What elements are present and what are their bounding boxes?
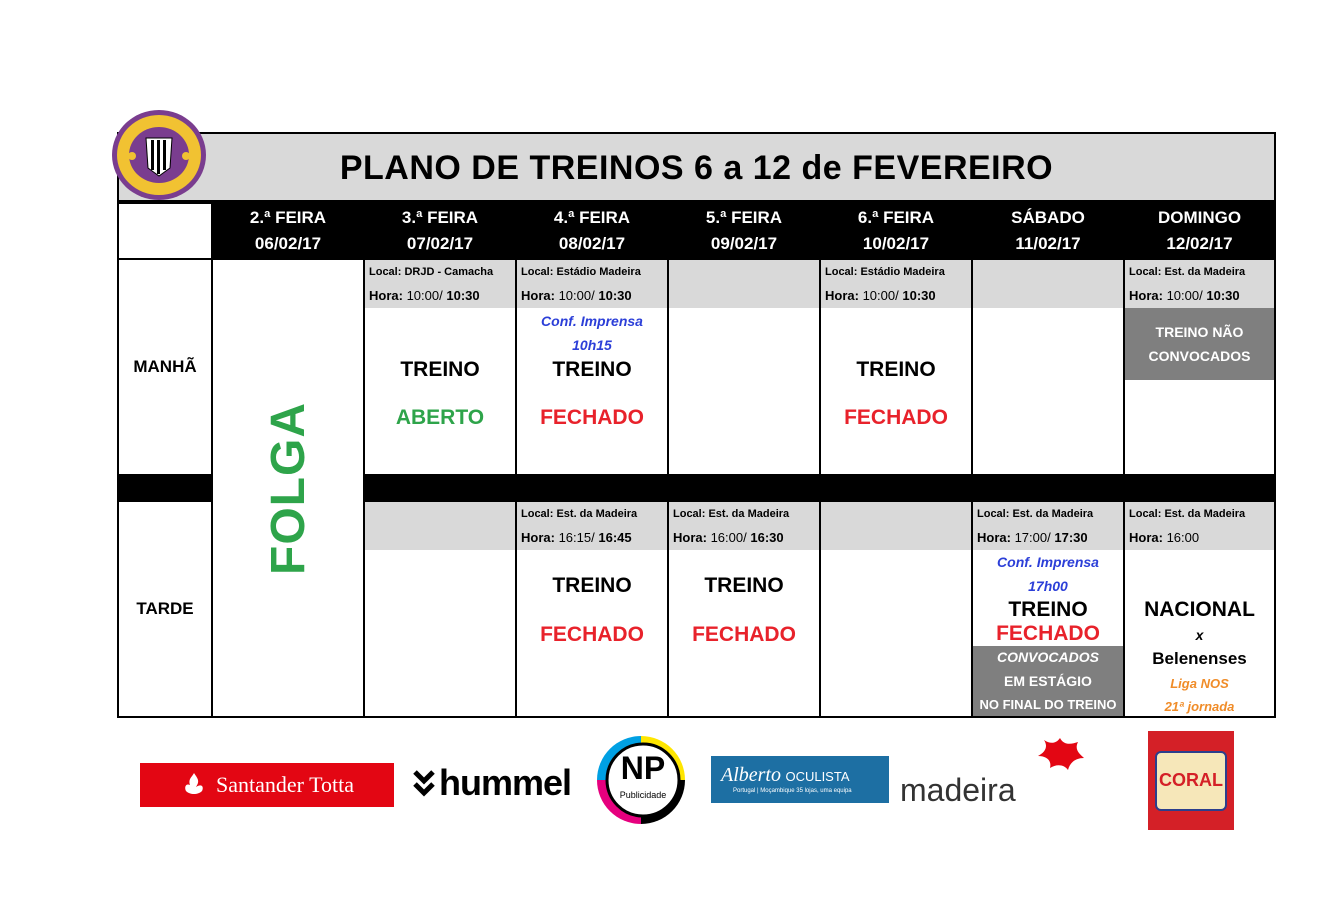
madeira-flower-icon	[1034, 736, 1086, 774]
press-conference-time: 10h15	[572, 337, 612, 353]
santander-name: Santander Totta	[216, 772, 354, 797]
sponsor-coral	[1148, 731, 1234, 830]
day-date: 06/02/17	[254, 234, 322, 253]
day-name: 5.ª FEIRA	[705, 208, 783, 227]
day-header-mon	[213, 204, 363, 258]
day-header-sat	[973, 204, 1123, 258]
sponsor-santander	[140, 763, 394, 807]
non-called-band	[1125, 308, 1274, 380]
band-line: EM ESTÁGIO	[1004, 673, 1092, 689]
time-end: 16:30	[750, 530, 784, 545]
time-start: 16:00/	[710, 530, 747, 545]
band-line: CONVOCADOS	[1148, 348, 1251, 364]
band-line: TREINO NÃO	[1155, 324, 1244, 340]
sponsor-hummel	[412, 760, 572, 806]
coral-name: CORAL	[1159, 770, 1223, 790]
day-name: 2.ª FEIRA	[249, 208, 327, 227]
time-prefix: Hora:	[825, 288, 859, 303]
location-label: Local: Est. da Madeira	[673, 508, 790, 520]
press-conference: Conf. Imprensa	[541, 313, 643, 329]
np-subtitle: Publicidade	[619, 790, 667, 800]
time-start: 10:00/	[558, 288, 595, 303]
press-conference-time: 17h00	[1028, 578, 1068, 594]
time-start: 16:15/	[558, 530, 595, 545]
time-start: 10:00/	[1166, 288, 1203, 303]
time-prefix: Hora:	[1129, 288, 1163, 303]
day-date: 10/02/17	[862, 234, 930, 253]
time-start: 10:00/	[862, 288, 899, 303]
grid-line	[119, 474, 211, 476]
time-end: 10:30	[446, 288, 480, 303]
location-label: Local: Est. da Madeira	[1129, 266, 1246, 278]
time-label	[517, 284, 667, 308]
day-date: 11/02/17	[1015, 234, 1081, 253]
session-status: FECHADO	[692, 623, 796, 646]
session-type: TREINO	[400, 358, 480, 381]
band-line: CONVOCADOS	[997, 649, 1099, 665]
sponsor-alberto	[711, 756, 889, 803]
period-afternoon-label: TARDE	[136, 599, 194, 618]
location-label: Local: Estádio Madeira	[521, 266, 641, 278]
day-date: 07/02/17	[406, 234, 474, 253]
grid-line	[119, 202, 1274, 204]
competition-label: Liga NOS	[1170, 675, 1229, 691]
sponsor-madeira	[900, 736, 1090, 810]
home-team: NACIONAL	[1144, 598, 1255, 621]
rest-day-cell	[213, 260, 363, 716]
santander-flame-icon	[180, 771, 208, 799]
time-end: 10:30	[598, 288, 632, 303]
day-header-sun	[1125, 204, 1274, 258]
location-label: Local: Est. da Madeira	[977, 508, 1094, 520]
time-label	[1125, 526, 1274, 550]
time-prefix: Hora:	[521, 530, 555, 545]
time-label	[973, 526, 1123, 550]
session-type: TREINO	[552, 358, 632, 381]
page-title: PLANO DE TREINOS 6 a 12 de FEVEREIRO	[339, 148, 1054, 187]
sponsor-np	[586, 734, 696, 826]
time-start: 10:00/	[406, 288, 443, 303]
header-corner	[119, 204, 211, 258]
session-status: FECHADO	[996, 622, 1100, 645]
separator-left	[119, 476, 211, 500]
day-header-thu	[669, 204, 819, 258]
day-name: SÁBADO	[1011, 208, 1085, 227]
location-label: Local: Estádio Madeira	[825, 266, 945, 278]
session-type: TREINO	[552, 574, 632, 597]
time-label	[365, 284, 515, 308]
club-logo	[110, 108, 208, 202]
day-name: 3.ª FEIRA	[401, 208, 479, 227]
day-name: 6.ª FEIRA	[857, 208, 935, 227]
time-label	[517, 526, 667, 550]
day-date: 12/02/17	[1166, 234, 1233, 253]
location-label: Local: Est. da Madeira	[1129, 508, 1246, 520]
time-start: 17:00/	[1014, 530, 1051, 545]
time-label	[669, 526, 819, 550]
rest-day-label: FOLGA	[261, 401, 315, 575]
round-label: 21ª jornada	[1164, 698, 1235, 714]
time-prefix: Hora:	[1129, 530, 1163, 545]
press-conference: Conf. Imprensa	[997, 554, 1099, 570]
time-prefix: Hora:	[977, 530, 1011, 545]
versus-label: x	[1195, 627, 1204, 643]
day-name: DOMINGO	[1157, 208, 1242, 227]
time-end: 10:30	[902, 288, 936, 303]
day-header-wed	[517, 204, 667, 258]
session-status: FECHADO	[540, 406, 644, 429]
session-status: ABERTO	[395, 406, 485, 429]
alberto-script: Alberto	[721, 764, 781, 786]
session-type: TREINO	[704, 574, 784, 597]
time-prefix: Hora:	[521, 288, 555, 303]
alberto-tagline: Portugal | Moçambique 35 lojas, uma equipa	[733, 788, 852, 794]
time-label	[1125, 284, 1274, 308]
time-prefix: Hora:	[673, 530, 707, 545]
hummel-chevron-icon	[413, 768, 435, 798]
location-label: Local: Est. da Madeira	[521, 508, 638, 520]
called-band	[973, 646, 1123, 716]
hummel-name: hummel	[438, 762, 572, 803]
np-letters: NP	[620, 750, 666, 786]
period-morning-label: MANHÃ	[133, 357, 197, 376]
time-label	[821, 284, 971, 308]
madeira-name: madeira	[900, 772, 1016, 808]
day-header-fri	[821, 204, 971, 258]
time-end: 17:30	[1054, 530, 1088, 545]
session-status: FECHADO	[540, 623, 644, 646]
away-team: Belenenses	[1152, 649, 1247, 668]
time-end: 10:30	[1206, 288, 1240, 303]
session-type: TREINO	[856, 358, 936, 381]
session-status: FECHADO	[844, 406, 948, 429]
day-header-tue	[365, 204, 515, 258]
day-date: 08/02/17	[558, 234, 626, 253]
alberto-oculista: OCULISTA	[785, 769, 850, 784]
day-date: 09/02/17	[710, 234, 778, 253]
day-name: 4.ª FEIRA	[553, 208, 631, 227]
band-line: NO FINAL DO TREINO	[979, 697, 1117, 712]
time-prefix: Hora:	[369, 288, 403, 303]
time-end: 16:45	[598, 530, 632, 545]
session-type: TREINO	[1008, 598, 1088, 621]
time-start: 16:00	[1166, 530, 1200, 545]
coral-badge	[1155, 751, 1227, 811]
location-label: Local: DRJD - Camacha	[369, 266, 494, 278]
alberto-name	[721, 764, 889, 787]
